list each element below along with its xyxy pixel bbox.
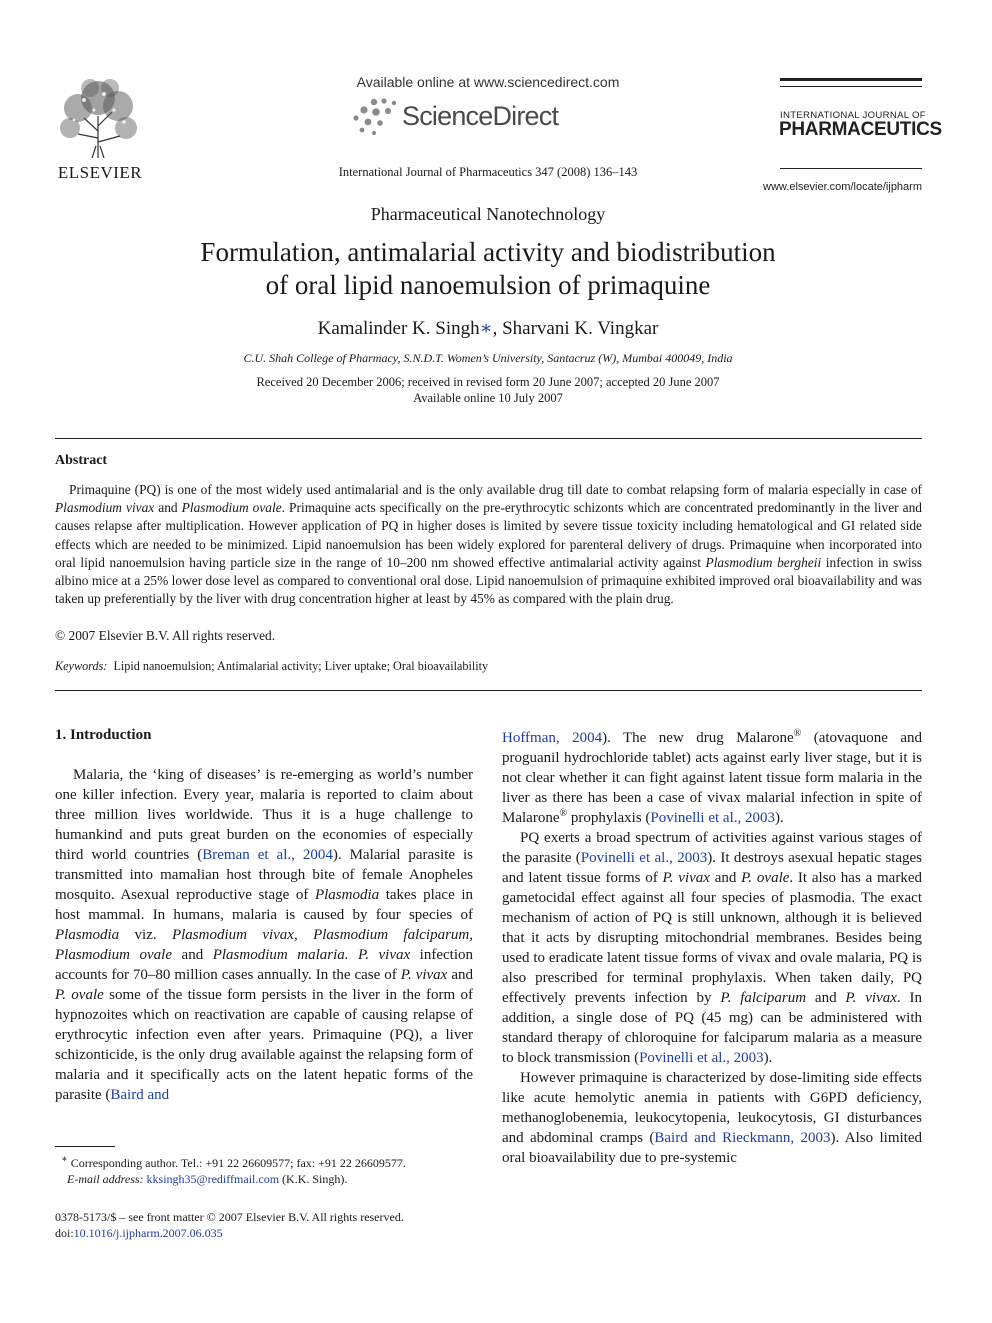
citation-link[interactable]: Povinelli et al., 2003 (639, 1050, 764, 1066)
section-title: 1. Introduction (55, 727, 152, 743)
publisher-name: ELSEVIER (57, 163, 143, 182)
journal-logo-rule (780, 78, 922, 81)
title-line: Formulation, antimalarial activity and biodistribution (200, 237, 776, 267)
abstract-text: Primaquine (PQ) is one of the most widely used antimalarial and is the only available drug till date to combat relapsing form of malaria especially in case of Plasmodium vivax and Plasmodium ovale. Primaquine acts specifically on the pre-erythrocytic schizonts which are concentrated predominantly in the liver and causes relapse after multiplication. However application of PQ in higher doses is limited by severe tissue toxicity including hematological and GI related side effects which are needed to be minimized. Lipid nanoemulsion has been widely explored for parenteral delivery of drugs. Primaquine when incorporated into oral lipid nanoemulsion having particle size in the range of 10–200 nm showed effective antimalarial activity against Plasmodium bergheii infection in swiss albino mice at a 25% lower dose level as compared to conventional oral dose. Lipid nanoemulsion of primaquine exhibited improved oral bioavailability and was taken up preferentially by the liver with drug concentration higher at least by 45% as compared with the plain drug. (55, 482, 923, 607)
body-column-right: Hoffman, 2004). The new drug Malarone® (atovaquone and proguanil hydrochloride tablet) acts against early liver stage, but it is not clear whether it can fight against latent tissue form malaria in the liver as there has been a case of vivax malarial infection in spite of Malarone® prophylaxis (Povinelli et al., 2003). PQ exerts a broad spectrum of activities against various stages of the parasite (Povinelli et al., 2003). It destroys asexual hepatic stages and latent tissue forms of P. vivax and P. ovale. It also has a marked gametocidal effect against all four species of plasmodia. The exact mechanism of action of PQ is still unknown, although it is believed that it acts by disrupting mitochondrial membranes. Besides being used to eradicate latent tissue forms of vivax and ovale malaria, PQ is also prescribed for terminal prophylaxis. When taken daily, PQ effectively prevents infection by P. falciparum and P. vivax. In addition, a single dose of PQ (45 mg) can be administered with standard therapy of chloroquine for falciparum malaria as a measure to block transmission (Povinelli et al., 2003). However primaquine is characterized by dose-limiting side effects like acute hemolytic anemia in patients with G6PD deficiency, methanoglobenemia, leukocytopenia, leukocytosis, GI disturbances and abdominal cramps (Baird and Rieckmann, 2003). Also limited oral bioavailability due to pre-systemic (502, 728, 923, 1166)
doi-link[interactable]: 10.1016/j.ijpharm.2007.06.035 (73, 1226, 223, 1240)
keywords-label: Keywords: (55, 659, 108, 673)
available-date: Available online 10 July 2007 (413, 391, 563, 405)
citation-link[interactable]: Povinelli et al., 2003 (580, 850, 708, 866)
corresponding-author-link[interactable]: ∗ (479, 318, 493, 339)
authors (200, 317, 776, 340)
citation-link[interactable]: Hoffman, 2004 (502, 730, 603, 746)
article-dates (120, 374, 856, 406)
journal-logo-rule (780, 86, 922, 87)
journal-logo-line2: PHARMACEUTICS (779, 119, 942, 140)
article-section: Pharmaceutical Nanotechnology (370, 204, 606, 224)
sciencedirect-wordmark: ScienceDirect (402, 101, 559, 131)
abstract-heading: Abstract (55, 453, 108, 468)
affiliation: C.U. Shah College of Pharmacy, S.N.D.T. Women’s University, Santacruz (W), Mumbai 400049, India (243, 351, 733, 365)
divider (55, 690, 922, 691)
citation-link[interactable]: Baird and Rieckmann, 2003 (654, 1130, 831, 1146)
title-line: of oral lipid nanoemulsion of primaquine (265, 270, 711, 300)
copyright: © 2007 Elsevier B.V. All rights reserved. (55, 628, 276, 643)
elsevier-tree-icon (54, 76, 142, 158)
author-name: , Sharvani K. Vingkar (492, 318, 659, 339)
divider (55, 438, 922, 439)
journal-citation: International Journal of Pharmaceutics 347 (2008) 136–143 (338, 165, 638, 179)
keywords-list: Lipid nanoemulsion; Antimalarial activity; Liver uptake; Oral bioavailability (113, 659, 489, 673)
elsevier-logo (54, 76, 146, 180)
available-online-text: Available online at www.sciencedirect.com (356, 74, 620, 90)
journal-logo-rule (780, 168, 922, 169)
body-column-left: Malaria, the ‘king of diseases’ is re-emerging as world’s number one killer infection. Every year, malaria is reported to claim about three million lives worldwide. Thus it is a huge challenge to humankind and puts great burden on the economies of especially third world countries (Breman et al., 2004). Malarial parasite is transmitted into mamalian host through bite of female Anopheles mosquito. Asexual reproductive stage of Plasmodia takes place in host mammal. In humans, malaria is caused by four species of Plasmodia viz. Plasmodium vivax, Plasmodium falciparum, Plasmodium ovale and Plasmodium malaria. P. vivax infection accounts for 70–80 million cases annually. In the case of P. vivax and P. ovale some of the tissue form persists in the liver in the form of hypnozoites which on reactivation are capable of causing relapse of erythrocytic infection even after years. Primaquine (PQ), a liver schizonticide, is the only drug available against the relapsing form of malaria and it specifically acts on the latent hepatic forms of the parasite (Baird and (55, 767, 474, 1103)
article-title (120, 236, 856, 302)
received-dates: Received 20 December 2006; received in revised form 20 June 2007; accepted 20 June 2007 (256, 375, 720, 389)
citation-link[interactable]: Povinelli et al., 2003 (650, 810, 775, 826)
journal-url-link[interactable]: www.elsevier.com/locate/ijpharm (763, 181, 922, 193)
author-name: Kamalinder K. Singh (317, 318, 480, 339)
journal-logo-line1: INTERNATIONAL JOURNAL OF (780, 110, 926, 121)
keywords (55, 659, 488, 674)
footnote-rule (55, 1146, 115, 1147)
citation-link[interactable]: Breman et al., 2004 (202, 847, 333, 863)
citation-link[interactable]: Baird and (110, 1087, 170, 1103)
issn-info: 0378-5173/$ – see front matter © 2007 Elsevier B.V. All rights reserved. doi:10.1016/j.ijpharm.2007.06.035 (55, 1210, 404, 1240)
footnote: ∗ Corresponding author. Tel.: +91 22 26609577; fax: +91 22 26609577. E-mail address: kksingh35@rediffmail.com (K.K. Singh). (61, 1154, 406, 1186)
email-link[interactable]: kksingh35@rediffmail.com (146, 1171, 280, 1186)
